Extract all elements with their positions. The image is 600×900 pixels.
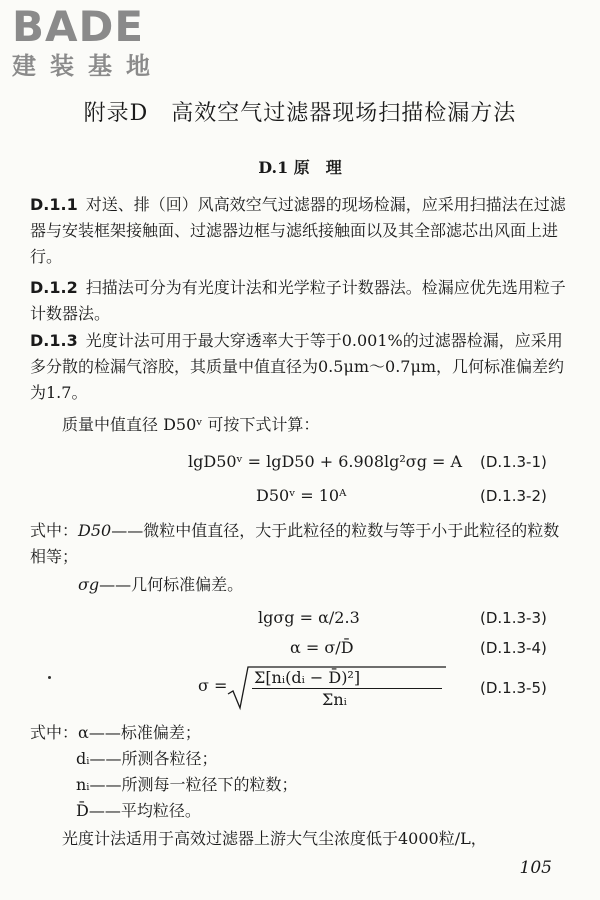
where-block-2 (30, 720, 575, 746)
equation-5-denominator: Σnᵢ (322, 690, 347, 709)
fraction-bar (252, 688, 442, 689)
where-block-1 (30, 518, 575, 570)
clause-text: 光度计法可用于最大穿透率大于等于0.001%的过滤器检漏，应采用多分散的检漏气溶胶，其质量中值直径为0.5μm～0.7μm，几何标准偏差约为1.7。 (30, 331, 565, 402)
page-title: 附录D 高效空气过滤器现场扫描检漏方法 (83, 101, 517, 126)
formula-intro: 质量中值直径 D50ᵛ 可按下式计算： (62, 415, 320, 434)
equation-3-number: (D.1.3-3) (480, 609, 547, 627)
logo-wordmark: BADE (12, 2, 145, 51)
alpha-definition: α——标准偏差； (78, 723, 201, 742)
clause-label: D.1.3 (30, 331, 78, 350)
d50-description: ——微粒中值直径，大于此粒径的粒数与等于小于此粒径的粒数相等； (30, 521, 560, 566)
clause-text: 扫描法可分为有光度计法和光学粒子计数器法。检漏应优先选用粒子计数器法。 (30, 278, 566, 323)
page-number: 105 (519, 858, 552, 878)
equation-5-number: (D.1.3-5) (480, 679, 547, 697)
section-heading: D.1 原 理 (258, 158, 342, 177)
equation-1-number: (D.1.3-1) (480, 453, 547, 471)
symbol-sigma-g: σg (78, 575, 100, 594)
equation-1: lgD50ᵛ = lgD50 + 6.908lg²σg = A (188, 452, 463, 471)
symbol-d50: D50 (78, 521, 112, 540)
closing-paragraph: 光度计法适用于高效过滤器上游大气尘浓度低于4000粒/L， (62, 829, 487, 848)
equation-4-number: (D.1.3-4) (480, 639, 547, 657)
dbar-definition: D̄——平均粒径。 (76, 801, 201, 820)
equation-2-number: (D.1.3-2) (480, 487, 547, 505)
equation-2: D50ᵛ = 10ᴬ (256, 486, 347, 505)
clause-d-1-1 (30, 192, 575, 270)
logo-subtitle: 建装基地 (12, 52, 164, 80)
clause-text: 对送、排（回）风高效空气过滤器的现场检漏，应采用扫描法在过滤器与安装框架接触面、过滤器边框与滤纸接触面以及其全部滤芯出风面上进行。 (30, 195, 566, 266)
equation-5-lhs: σ = (198, 676, 228, 695)
where-prefix: 式中： (30, 521, 79, 540)
equation-3: lgσg = α/2.3 (258, 608, 360, 627)
sigma-g-description: ——几何标准偏差。 (99, 575, 244, 594)
print-speck (48, 676, 51, 679)
clause-label: D.1.1 (30, 195, 78, 214)
equation-5-numerator: Σ[nᵢ(dᵢ − D̄)²] (254, 668, 361, 687)
bade-logo (12, 4, 164, 80)
equation-4: α = σ/D̄ (290, 638, 354, 657)
clause-d-1-2 (30, 275, 575, 327)
ni-definition: nᵢ——所测每一粒径下的粒数； (76, 775, 298, 794)
sigma-g-definition (78, 572, 593, 598)
clause-d-1-3 (30, 328, 575, 406)
where-prefix: 式中： (30, 723, 79, 742)
clause-label: D.1.2 (30, 278, 78, 297)
di-definition: dᵢ——所测各粒径； (76, 749, 218, 768)
